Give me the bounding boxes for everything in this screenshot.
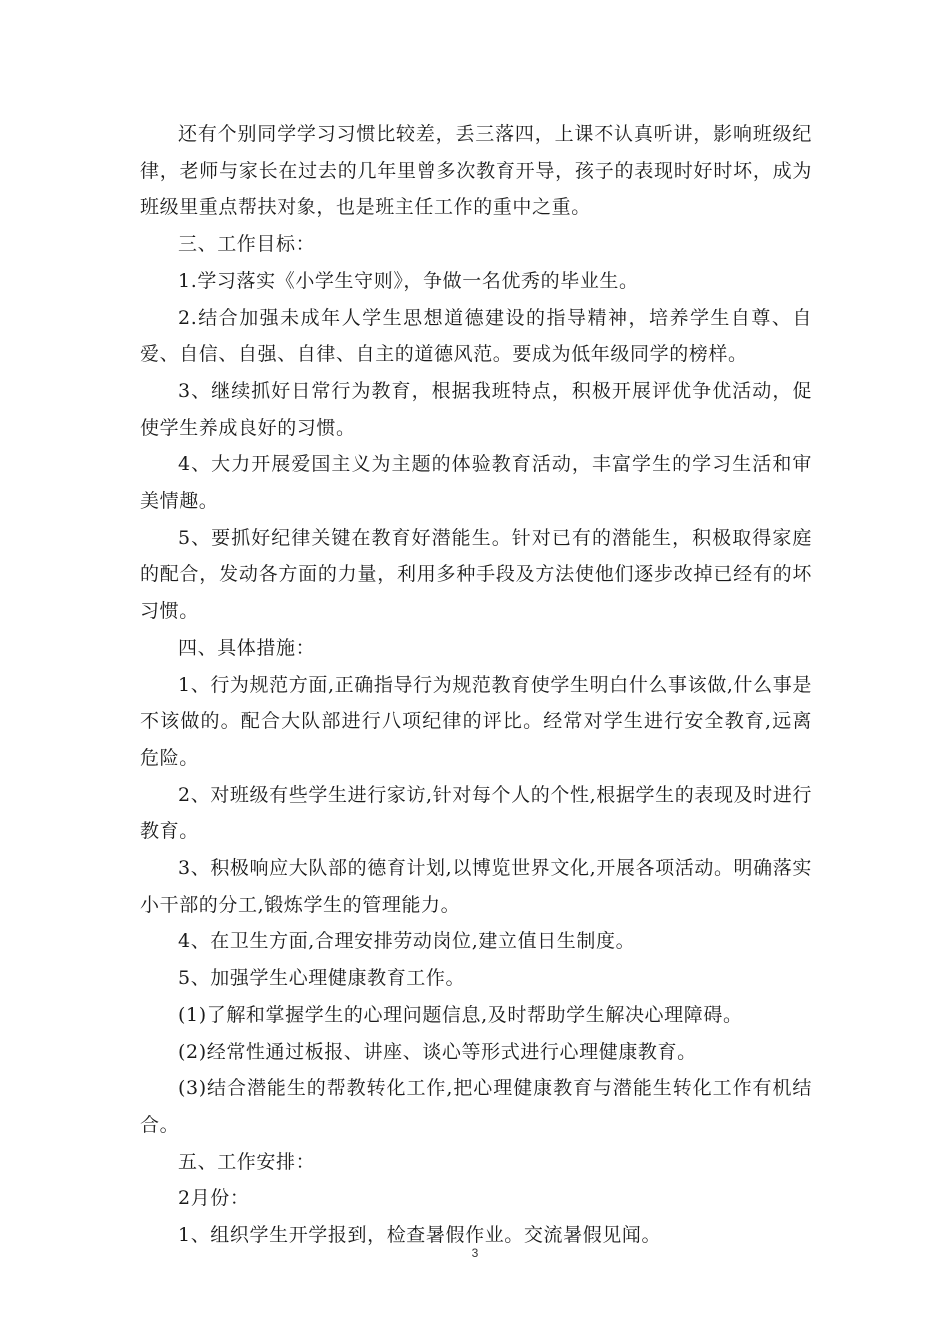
paragraph-11: 4、在卫生方面,合理安排劳动岗位,建立值日生制度。 — [178, 930, 636, 953]
paragraph-18: 1、组织学生开学报到，检查暑假作业。交流暑假见闻。 — [178, 1224, 662, 1247]
document-body — [140, 116, 812, 1254]
section-heading-schedule: 五、工作安排： — [178, 1150, 316, 1173]
paragraph-13: (1)了解和掌握学生的心理问题信息,及时帮助学生解决心理障碍。 — [178, 1003, 743, 1026]
paragraph-6: 5、要抓好纪律关键在教育好潜能生。针对已有的潜能生，积极取得家庭的配合，发动各方面的力量，利用多种手段及方法使他们逐步改掉已经有的坏习惯。 — [140, 526, 812, 623]
paragraph-12: 5、加强学生心理健康教育工作。 — [178, 967, 466, 990]
paragraph-9: 2、对班级有些学生进行家访,针对每个人的个性,根据学生的表现及时进行教育。 — [140, 783, 812, 843]
paragraph-17: 2月份： — [178, 1187, 250, 1210]
paragraph-14: (2)经常性通过板报、讲座、谈心等形式进行心理健康教育。 — [178, 1040, 697, 1063]
paragraph-3: 2.结合加强未成年人学生思想道德建设的指导精神，培养学生自尊、自爱、自信、自强、自律、自主的道德风范。要成为低年级同学的榜样。 — [140, 306, 812, 366]
paragraph-8: 1、行为规范方面,正确指导行为规范教育使学生明白什么事该做,什么事是不该做的。配合大队部进行八项纪律的评比。经常对学生进行安全教育,远离危险。 — [140, 673, 812, 769]
paragraph-5: 4、大力开展爱国主义为主题的体验教育活动，丰富学生的学习生活和审美情趣。 — [140, 453, 812, 513]
paragraph-10: 3、积极响应大队部的德育计划,以博览世界文化,开展各项活动。明确落实小干部的分工,锻炼学生的管理能力。 — [140, 857, 812, 916]
page-number: 3 — [471, 1246, 479, 1260]
paragraph-2: 1.学习落实《小学生守则》，争做一名优秀的毕业生。 — [178, 269, 639, 292]
paragraph-0: 还有个别同学学习习惯比较差，丢三落四，上课不认真听讲，影响班级纪律，老师与家长在过去的几年里曾多次教育开导，孩子的表现时好时坏，成为班级里重点帮扶对象，也是班主任工作的重中之重。 — [140, 123, 812, 219]
section-heading-goals: 三、工作目标： — [178, 233, 316, 256]
section-heading-measures: 四、具体措施： — [178, 636, 316, 659]
paragraph-15: (3)结合潜能生的帮教转化工作,把心理健康教育与潜能生转化工作有机结合。 — [140, 1077, 812, 1136]
paragraph-4: 3、继续抓好日常行为教育，根据我班特点，积极开展评优争优活动，促使学生养成良好的习惯。 — [140, 379, 812, 439]
